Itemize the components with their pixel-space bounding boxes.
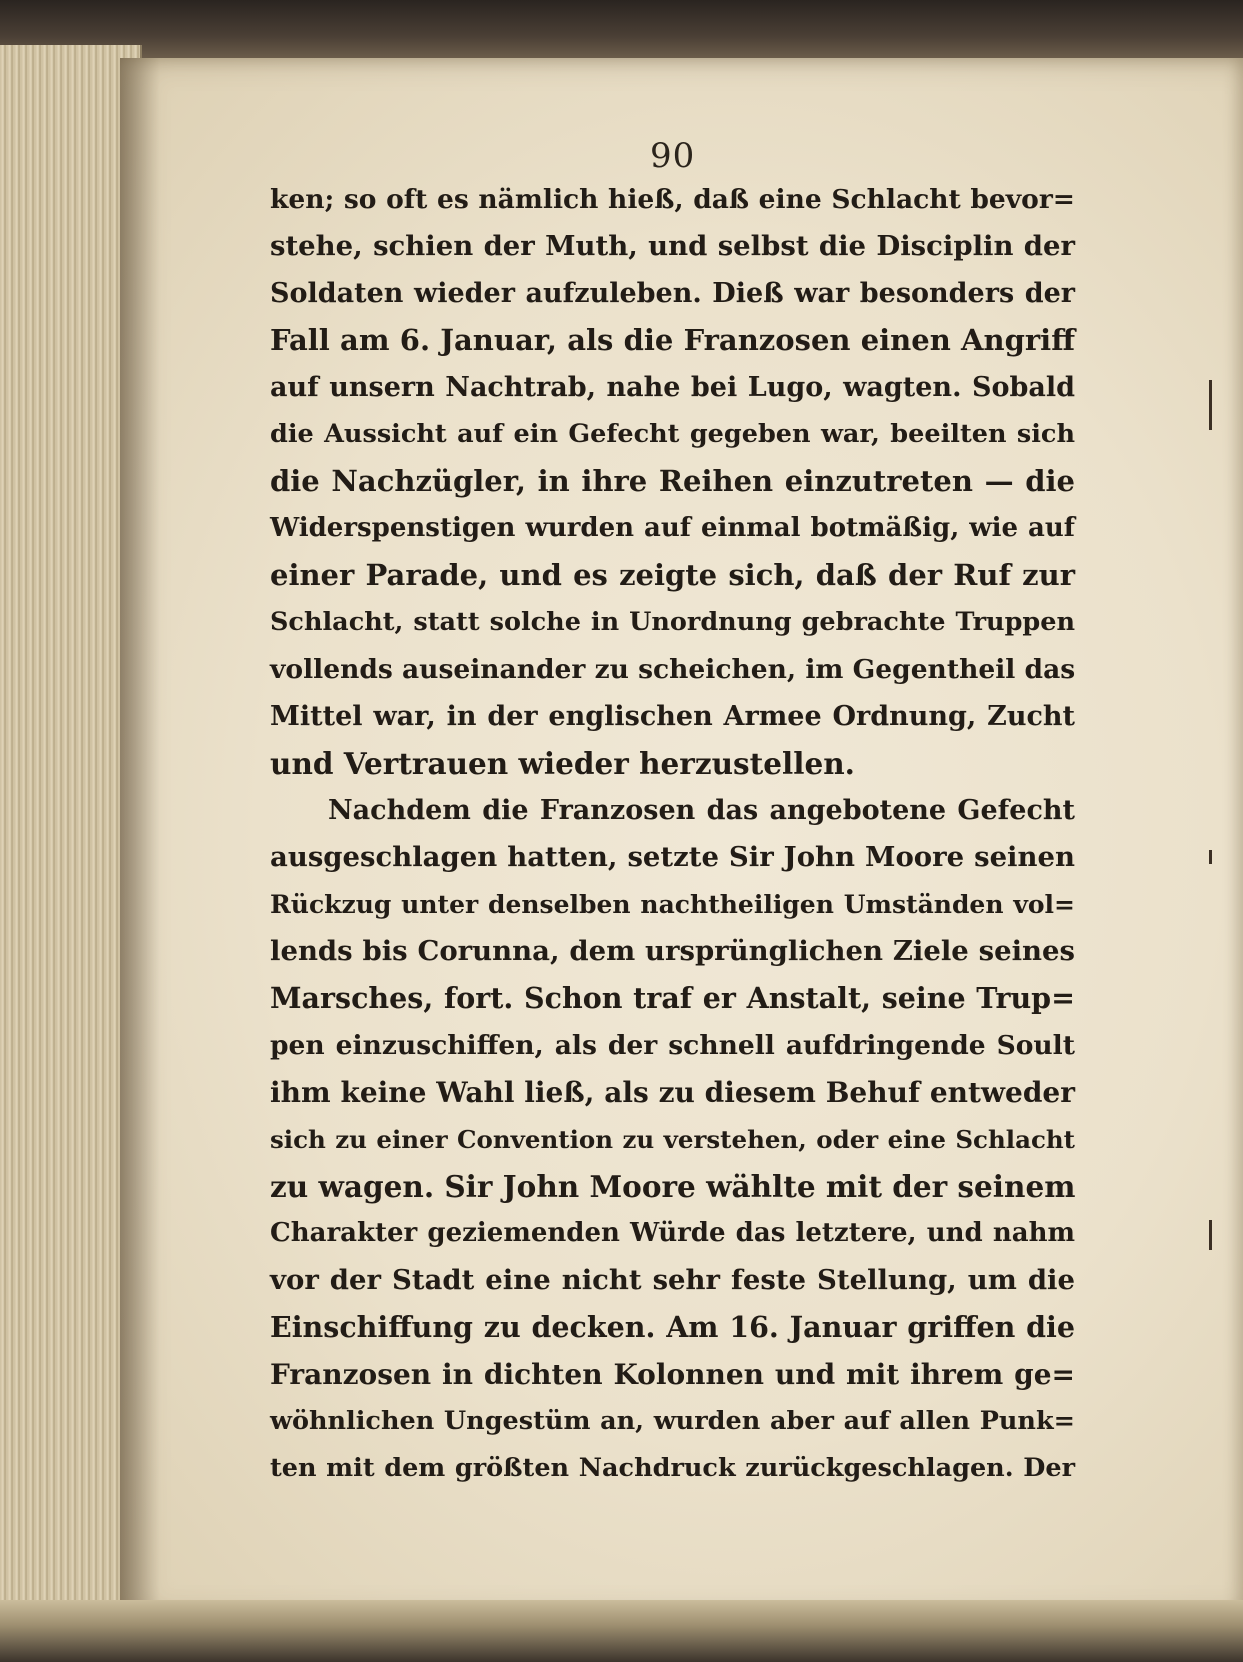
text-line: vollends auseinander zu scheichen, im Gegentheil das (270, 654, 1076, 685)
text-line: Einschiffung zu decken. Am 16. Januar griffen die (270, 1310, 1075, 1344)
text-line: die Aussicht auf ein Gefecht gegeben war, beeilten sich (270, 419, 1075, 449)
text-line: ihm keine Wahl ließ, als zu diesem Behuf entweder (270, 1076, 1075, 1109)
text-line: stehe, schien der Muth, und selbst die Disciplin der (270, 230, 1075, 262)
text-line: pen einzuschiffen, als der schnell aufdringende Soult (270, 1030, 1075, 1061)
text-line: Widerspenstigen wurden auf einmal botmäßig, wie auf (270, 513, 1075, 543)
paragraph-start-line: Nachdem die Franzosen das angebotene Gefecht (328, 795, 1075, 826)
text-line: Marsches, fort. Schon traf er Anstalt, seine Trup= (270, 981, 1075, 1015)
text-line: Soldaten wieder aufzuleben. Dieß war besonders der (270, 278, 1075, 309)
text-line: Mittel war, in der englischen Armee Ordnung, Zucht (270, 701, 1075, 732)
text-line: Rückzug unter denselben nachtheiligen Umständen vol= (270, 890, 1075, 919)
text-line: wöhnlichen Ungestüm an, wurden aber auf allen Punk= (270, 1406, 1075, 1436)
text-line: einer Parade, und es zeigte sich, daß der Ruf zur (270, 558, 1075, 592)
book-bottom-edge (0, 1600, 1243, 1662)
text-line: Schlacht, statt solche in Unordnung gebrachte Truppen (270, 607, 1075, 637)
text-line: Franzosen in dichten Kolonnen und mit ihrem ge= (270, 1358, 1075, 1391)
book-cover-top (0, 0, 1243, 60)
margin-marks (1209, 380, 1215, 1280)
text-line: vor der Stadt eine nicht sehr feste Stellung, um die (270, 1264, 1075, 1296)
text-line: ken; so oft es nämlich hieß, daß eine Schlacht bevor= (270, 184, 1075, 215)
text-line: Fall am 6. Januar, als die Franzosen einen Angriff (270, 323, 1075, 357)
text-line: ausgeschlagen hatten, setzte Sir John Moore seinen (270, 841, 1075, 873)
gutter-shadow (120, 58, 160, 1618)
text-line: lends bis Corunna, dem ursprünglichen Ziele seines (270, 935, 1075, 967)
text-line: die Nachzügler, in ihre Reihen einzutreten — die (270, 464, 1075, 498)
text-line: Charakter geziemenden Würde das letztere, und nahm (270, 1218, 1075, 1248)
text-line: ten mit dem größten Nachdruck zurückgeschlagen. Der (270, 1453, 1075, 1483)
margin-mark (1209, 1220, 1212, 1250)
paragraph-end-line: und Vertrauen wieder herzustellen. (270, 746, 855, 781)
margin-mark (1209, 380, 1212, 430)
text-line: auf unsern Nachtrab, nahe bei Lugo, wagten. Sobald (270, 372, 1075, 403)
text-line: zu wagen. Sir John Moore wählte mit der seinem (270, 1169, 1076, 1204)
text-line: sich zu einer Convention zu verstehen, oder eine Schlacht (270, 1125, 1075, 1154)
page-text (270, 176, 1075, 1492)
margin-mark (1209, 850, 1212, 864)
page-number: 90 (650, 136, 696, 176)
